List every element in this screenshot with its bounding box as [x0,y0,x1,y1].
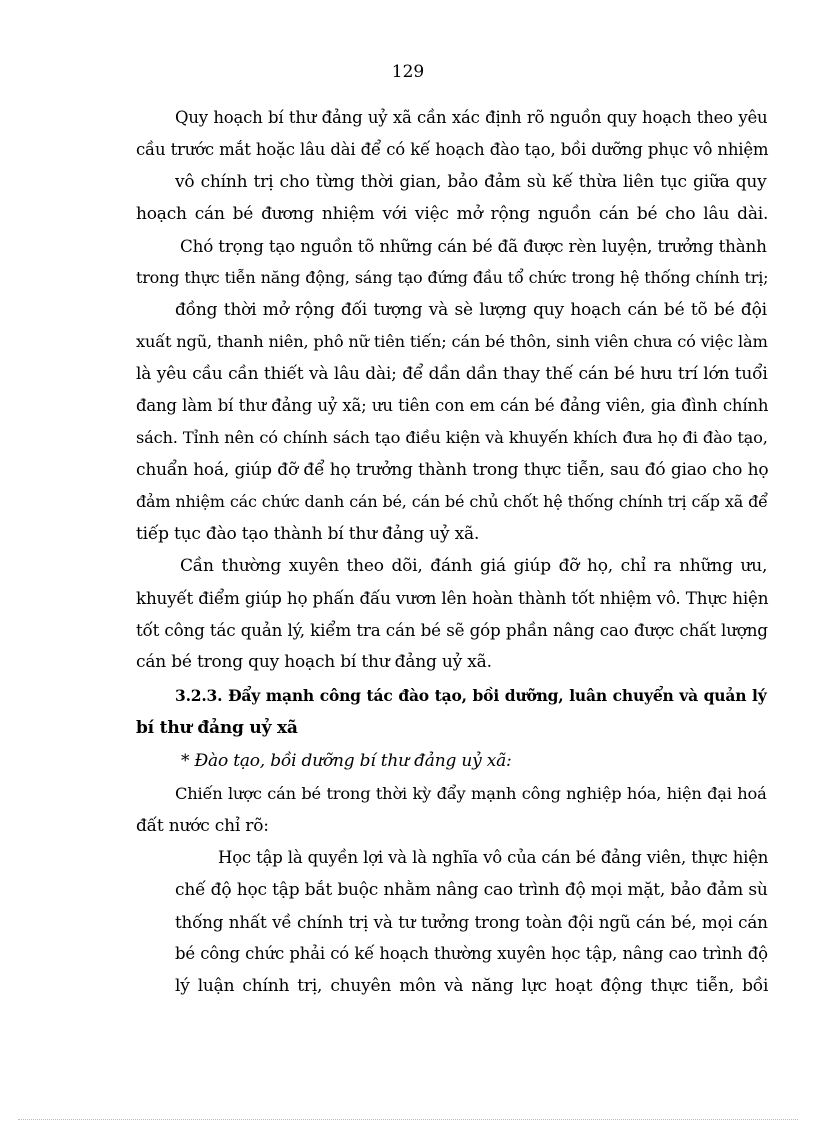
paragraph-line: Quy hoạch bí thư đảng uỷ xã cần xác định rõ nguồn quy hoạch theo yêu [175,108,768,127]
paragraph-line: đang làm bí thư đảng uỷ xã; ưu tiên con em cán bé đảng viên, gia đình chính [136,396,769,415]
quote-line: lý luận chính trị, chuyên môn và năng lực hoạt động thực tiễn, bồi [175,976,769,996]
quote-line: bé công chức phải có kế hoạch thường xuyên học tập, nâng cao trình độ [175,944,768,963]
paragraph-line: cầu trước mắt hoặc lâu dài để có kế hoạch đào tạo, bồi dưỡng phục vô nhiệm [136,140,769,159]
paragraph-line: trong thực tiễn năng động, sáng tạo đứng đầu tổ chức trong hệ thống chính trị; [136,268,769,287]
paragraph-line: Chiến lược cán bé trong thời kỳ đẩy mạnh công nghiệp hóa, hiện đại hoá [175,784,767,803]
paragraph-line: vô chính trị cho từng thời gian, bảo đảm sù kế thừa liên tục giữa quy [175,172,767,192]
paragraph-line: Cần thường xuyên theo dõi, đánh giá giúp đỡ họ, chỉ ra những ưu, [180,556,768,576]
quote-line: thống nhất về chính trị và tư tưởng trong toàn đội ngũ cán bé, mọi cán [175,912,768,932]
paragraph-line: là yêu cầu cần thiết và lâu dài; để dần dần thay thế cán bé hưu trí lớn tuổi [136,364,768,384]
page-number: 129 [391,62,425,82]
paragraph-line: tiếp tục đào tạo thành bí thư đảng uỷ xã. [136,524,480,544]
paragraph-line: Chó trọng tạo nguồn tõ những cán bé đã được rèn luyện, trưởng thành [180,236,767,256]
paragraph-line: đất nước chỉ rõ: [136,816,269,836]
paragraph-line: chuẩn hoá, giúp đỡ để họ trưởng thành trong thực tiễn, sau đó giao cho họ [136,460,769,480]
paragraph-line: tốt công tác quản lý, kiểm tra cán bé sẽ góp phần nâng cao được chất lượng [136,620,768,640]
paragraph-line: sách. Tỉnh nên có chính sách tạo điều kiện và khuyến khích đưa họ đi đào tạo, [136,428,768,447]
paragraph-line: xuất ngũ, thanh niên, phô nữ tiên tiến; cán bé thôn, sinh viên chưa có việc làm [136,332,768,351]
paragraph-line: đảm nhiệm các chức danh cán bé, cán bé chủ chốt hệ thống chính trị cấp xã để [136,492,768,511]
quote-line: chế độ học tập bắt buộc nhằm nâng cao trình độ mọi mặt, bảo đảm sù [175,880,768,900]
paragraph-line: cán bé trong quy hoạch bí thư đảng uỷ xã. [136,652,492,672]
section-heading: bí thư đảng uỷ xã [136,718,298,738]
paragraph-line: hoạch cán bé đương nhiệm với việc mở rộng nguồn cán bé cho lâu dài. [136,204,769,224]
quote-line: Học tập là quyền lợi và là nghĩa vô của cán bé đảng viên, thực hiện [218,848,769,867]
paragraph-line: đồng thời mở rộng đối tượng và sè lượng quy hoạch cán bé tõ bé đội [175,300,767,320]
subheading: * Đào tạo, bồi dưỡng bí thư đảng uỷ xã: [181,751,512,771]
page-bottom-divider [18,1119,798,1120]
paragraph-line: khuyết điểm giúp họ phấn đấu vươn lên hoàn thành tốt nhiệm vô. Thực hiện [136,588,769,608]
section-heading: 3.2.3. Đẩy mạnh công tác đào tạo, bồi dưỡng, luân chuyển và quản lý [175,686,767,705]
